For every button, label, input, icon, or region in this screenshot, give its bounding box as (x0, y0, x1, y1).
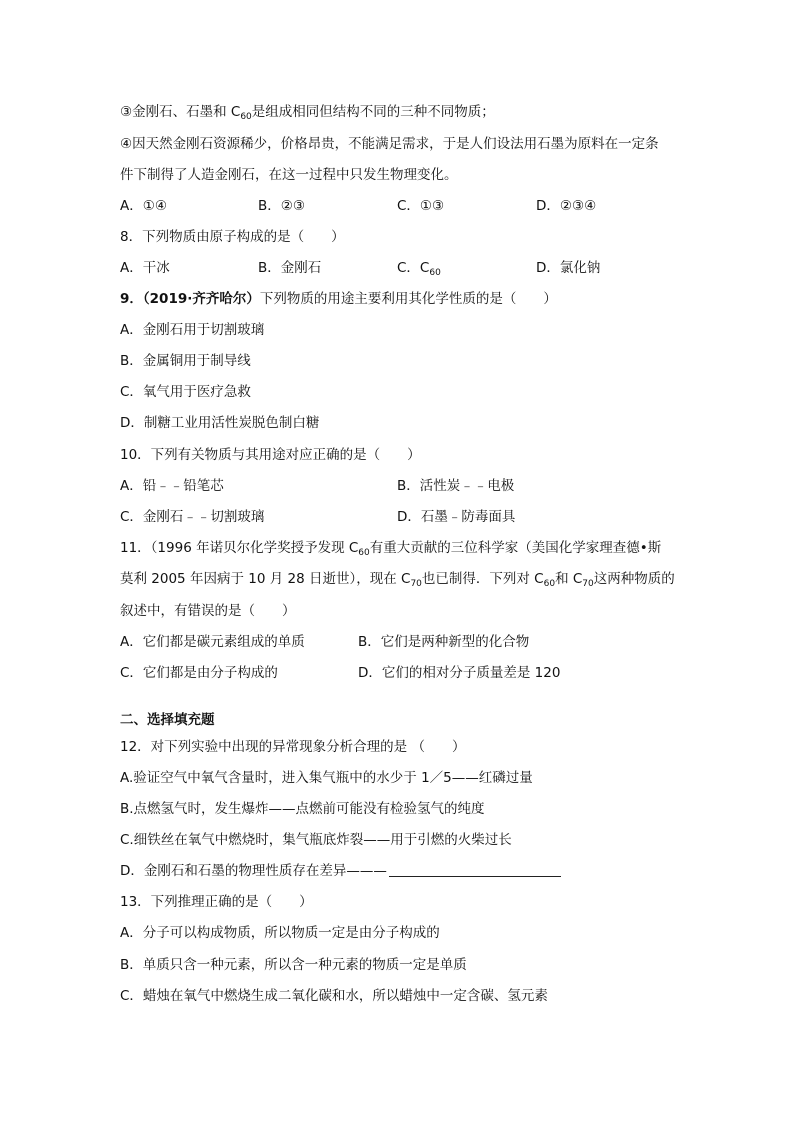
text: C．C (397, 260, 430, 276)
text: 下列物质的用途主要利用其化学性质的是（ ） (259, 291, 557, 307)
subscript: 70 (410, 579, 422, 589)
q8-option-c (397, 258, 441, 278)
q8-stem: 8．下列物质由原子构成的是（ ） (120, 229, 345, 245)
subscript: 60 (429, 268, 441, 278)
subscript: 60 (543, 579, 556, 589)
q9-stem (120, 289, 557, 309)
q8-option-b: B．金刚石 (258, 260, 322, 276)
q13-stem: 13．下列推理正确的是（ ） (120, 894, 313, 910)
q12-option-d (120, 861, 561, 881)
subscript: 70 (582, 579, 594, 589)
q11-option-d: D．它们的相对分子质量差是 120 (358, 665, 561, 681)
q7-option-d: D．②③④ (536, 198, 597, 214)
q10-stem: 10．下列有关物质与其用途对应正确的是（ ） (120, 447, 421, 463)
text: ③金刚石、石墨和 C (120, 104, 241, 120)
text: 是组成相同但结构不同的三种不同物质； (251, 104, 495, 120)
q11-stem-line2 (120, 569, 675, 589)
q7-option-b: B．②③ (258, 198, 305, 214)
q10-option-c: C．金刚石﹣﹣切割玻璃 (120, 509, 265, 525)
statement-4-line1: ④因天然金刚石资源稀少，价格昂贵，不能满足需求，于是人们设法用石墨为原料在一定条 (120, 136, 659, 152)
text: 莫利 2005 年因病于 10 月 28 日逝世），现在 C (120, 571, 411, 587)
section-heading: 二、选择填充题 (120, 712, 215, 728)
q11-stem-line1 (120, 538, 661, 558)
text: 11．（1996 年诺贝尔化学奖授予发现 C (120, 540, 359, 556)
statement-3 (120, 102, 495, 122)
q9-option-c: C．氧气用于医疗急救 (120, 384, 251, 400)
text: 也已制得．下列对 C (421, 571, 544, 587)
q13-option-a: A．分子可以构成物质，所以物质一定是由分子构成的 (120, 925, 440, 941)
q11-option-b: B．它们是两种新型的化合物 (358, 634, 530, 650)
q10-option-d: D．石墨﹣防毒面具 (397, 509, 516, 525)
statement-4-line2: 件下制得了人造金刚石，在这一过程中只发生物理变化。 (120, 167, 458, 183)
q7-option-c: C．①③ (397, 198, 445, 214)
q9-option-a: A．金刚石用于切割玻璃 (120, 322, 265, 338)
answer-blank[interactable] (389, 862, 561, 877)
q7-option-a: A．①④ (120, 198, 167, 214)
q10-option-a: A．铅﹣﹣铅笔芯 (120, 478, 224, 494)
q12-option-a: A.验证空气中氧气含量时，进入集气瓶中的水少于 1／5——红磷过量 (120, 770, 533, 786)
q12-stem: 12．对下列实验中出现的异常现象分析合理的是 （ ） (120, 739, 466, 755)
q9-option-d: D．制糖工业用活性炭脱色制白糖 (120, 415, 320, 431)
q8-option-a: A．干冰 (120, 260, 170, 276)
text: D．金刚石和石墨的物理性质存在差异——— (120, 863, 387, 879)
q12-option-c: C.细铁丝在氧气中燃烧时，集气瓶底炸裂——用于引燃的火柴过长 (120, 832, 512, 848)
q10-option-b: B．活性炭﹣﹣电极 (397, 478, 515, 494)
subscript: 60 (240, 112, 252, 122)
text: 有重大贡献的三位科学家（美国化学家理查德•斯 (369, 540, 662, 556)
q8-option-d: D．氯化钠 (536, 260, 601, 276)
q13-option-c: C．蜡烛在氧气中燃烧生成二氧化碳和水，所以蜡烛中一定含碳、氢元素 (120, 988, 548, 1004)
text: 这两种物质的 (593, 571, 675, 587)
q11-stem-line3: 叙述中，有错误的是（ ） (120, 603, 296, 619)
q11-option-a: A．它们都是碳元素组成的单质 (120, 634, 305, 650)
text: 和 C (555, 571, 583, 587)
subscript: 60 (358, 548, 370, 558)
q9-option-b: B．金属铜用于制导线 (120, 353, 251, 369)
q11-option-c: C．它们都是由分子构成的 (120, 665, 278, 681)
question-number: 9． (120, 291, 143, 307)
question-source: （2019·齐齐哈尔） (142, 291, 260, 307)
q12-option-b: B.点燃氢气时，发生爆炸——点燃前可能没有检验氢气的纯度 (120, 801, 485, 817)
q13-option-b: B．单质只含一种元素，所以含一种元素的物质一定是单质 (120, 957, 467, 973)
